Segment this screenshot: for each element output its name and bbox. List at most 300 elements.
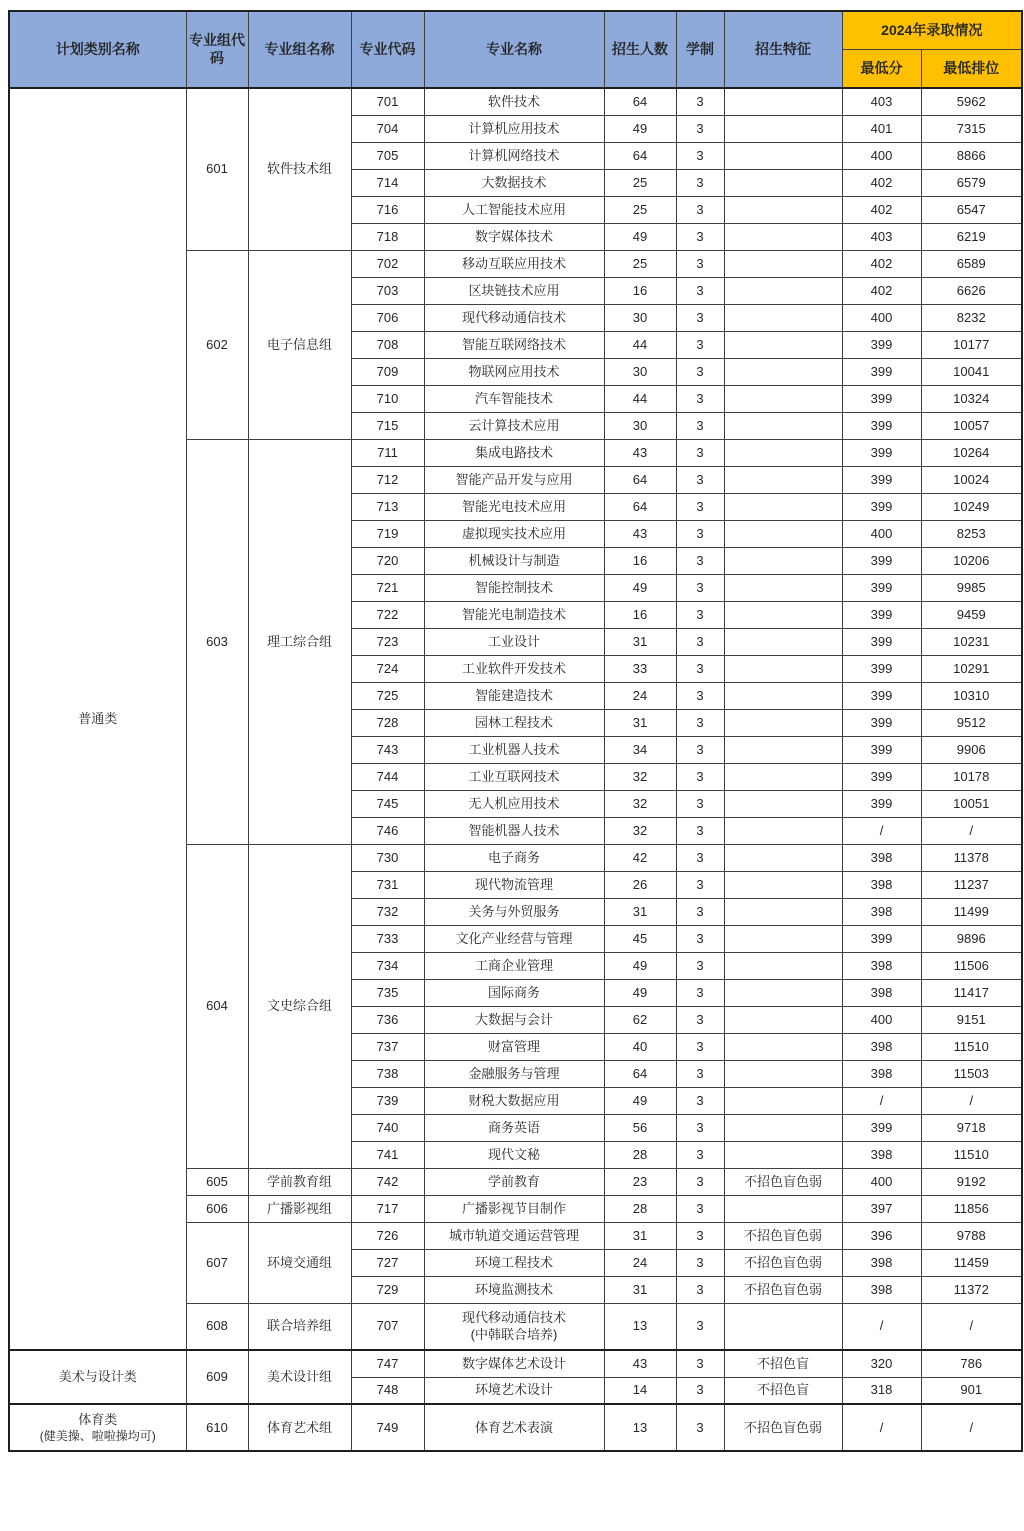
enroll-count-cell: 13 — [604, 1404, 676, 1451]
enroll-count-cell: 24 — [604, 682, 676, 709]
enroll-count-cell: 44 — [604, 385, 676, 412]
major-name-cell: 国际商务 — [424, 979, 604, 1006]
enroll-count-cell: 64 — [604, 88, 676, 115]
major-code-cell: 703 — [351, 277, 424, 304]
min-rank-cell: 9512 — [921, 709, 1022, 736]
feature-cell — [724, 844, 842, 871]
enroll-count-cell: 34 — [604, 736, 676, 763]
feature-cell — [724, 628, 842, 655]
major-name-cell: 智能建造技术 — [424, 682, 604, 709]
min-score-cell: 399 — [842, 925, 921, 952]
enroll-count-cell: 64 — [604, 493, 676, 520]
admission-table — [8, 10, 1023, 1452]
major-code-cell: 708 — [351, 331, 424, 358]
min-rank-cell: 11503 — [921, 1060, 1022, 1087]
duration-cell: 3 — [676, 1114, 724, 1141]
feature-cell — [724, 1195, 842, 1222]
min-score-cell: 399 — [842, 682, 921, 709]
feature-cell — [724, 439, 842, 466]
duration-cell: 3 — [676, 277, 724, 304]
feature-cell — [724, 979, 842, 1006]
duration-cell: 3 — [676, 439, 724, 466]
min-score-cell: 398 — [842, 844, 921, 871]
duration-cell: 3 — [676, 925, 724, 952]
group-name-cell: 电子信息组 — [248, 250, 351, 439]
feature-cell — [724, 250, 842, 277]
duration-cell: 3 — [676, 88, 724, 115]
major-name-cell: 金融服务与管理 — [424, 1060, 604, 1087]
enroll-count-cell: 44 — [604, 331, 676, 358]
min-score-cell: 403 — [842, 223, 921, 250]
feature-cell — [724, 520, 842, 547]
enroll-count-cell: 25 — [604, 250, 676, 277]
min-score-cell: 398 — [842, 898, 921, 925]
min-score-cell: 400 — [842, 1006, 921, 1033]
table-header — [9, 11, 1022, 88]
group-code-cell: 607 — [186, 1222, 248, 1303]
min-score-cell: / — [842, 1303, 921, 1350]
major-code-cell: 718 — [351, 223, 424, 250]
duration-cell: 3 — [676, 1033, 724, 1060]
group-code-cell: 601 — [186, 88, 248, 250]
group-name-cell: 环境交通组 — [248, 1222, 351, 1303]
major-name-cell: 文化产业经营与管理 — [424, 925, 604, 952]
header-row-top — [9, 11, 1022, 50]
duration-cell: 3 — [676, 682, 724, 709]
min-rank-cell: 11499 — [921, 898, 1022, 925]
enroll-count-cell: 40 — [604, 1033, 676, 1060]
enroll-count-cell: 45 — [604, 925, 676, 952]
major-code-cell: 720 — [351, 547, 424, 574]
duration-cell: 3 — [676, 304, 724, 331]
min-score-cell: 396 — [842, 1222, 921, 1249]
feature-cell: 不招色盲色弱 — [724, 1404, 842, 1451]
min-rank-cell: 9906 — [921, 736, 1022, 763]
major-name-cell: 商务英语 — [424, 1114, 604, 1141]
major-code-cell: 732 — [351, 898, 424, 925]
min-rank-cell: 11856 — [921, 1195, 1022, 1222]
min-score-cell: / — [842, 817, 921, 844]
major-name-cell: 工业设计 — [424, 628, 604, 655]
enroll-count-cell: 32 — [604, 817, 676, 844]
major-name-cell: 环境监测技术 — [424, 1276, 604, 1303]
feature-cell — [724, 817, 842, 844]
duration-cell: 3 — [676, 628, 724, 655]
min-rank-cell: 10231 — [921, 628, 1022, 655]
major-code-cell: 707 — [351, 1303, 424, 1350]
duration-cell: 3 — [676, 466, 724, 493]
major-name-cell: 工业软件开发技术 — [424, 655, 604, 682]
min-rank-cell: 8866 — [921, 142, 1022, 169]
min-rank-cell: 11378 — [921, 844, 1022, 871]
duration-cell: 3 — [676, 1222, 724, 1249]
min-rank-cell: 10057 — [921, 412, 1022, 439]
feature-cell: 不招色盲色弱 — [724, 1249, 842, 1276]
feature-cell — [724, 1006, 842, 1033]
enroll-count-cell: 56 — [604, 1114, 676, 1141]
major-name-cell: 软件技术 — [424, 88, 604, 115]
feature-cell — [724, 925, 842, 952]
duration-cell: 3 — [676, 790, 724, 817]
enroll-count-cell: 28 — [604, 1141, 676, 1168]
duration-cell: 3 — [676, 1350, 724, 1377]
duration-cell: 3 — [676, 1276, 724, 1303]
feature-cell — [724, 277, 842, 304]
major-code-cell: 743 — [351, 736, 424, 763]
enroll-count-cell: 43 — [604, 439, 676, 466]
enroll-count-cell: 25 — [604, 196, 676, 223]
feature-cell — [724, 871, 842, 898]
major-code-cell: 724 — [351, 655, 424, 682]
major-code-cell: 731 — [351, 871, 424, 898]
min-score-cell: 401 — [842, 115, 921, 142]
min-rank-cell: 9192 — [921, 1168, 1022, 1195]
major-code-cell: 737 — [351, 1033, 424, 1060]
enroll-count-cell: 31 — [604, 898, 676, 925]
major-code-cell: 729 — [351, 1276, 424, 1303]
group-code-cell: 609 — [186, 1350, 248, 1404]
major-code-cell: 704 — [351, 115, 424, 142]
major-code-cell: 733 — [351, 925, 424, 952]
plan-category-cell: 体育类 (健美操、啦啦操均可) — [9, 1404, 186, 1451]
major-name-cell: 计算机网络技术 — [424, 142, 604, 169]
min-score-cell: / — [842, 1087, 921, 1114]
major-code-cell: 730 — [351, 844, 424, 871]
min-score-cell: 398 — [842, 871, 921, 898]
min-score-cell: 402 — [842, 169, 921, 196]
enroll-count-cell: 30 — [604, 412, 676, 439]
major-name-cell: 工业机器人技术 — [424, 736, 604, 763]
enroll-count-cell: 64 — [604, 466, 676, 493]
major-code-cell: 736 — [351, 1006, 424, 1033]
feature-cell — [724, 952, 842, 979]
major-code-cell: 725 — [351, 682, 424, 709]
major-code-cell: 711 — [351, 439, 424, 466]
group-code-cell: 606 — [186, 1195, 248, 1222]
min-rank-cell: 10310 — [921, 682, 1022, 709]
table-row — [9, 1404, 1022, 1451]
group-code-cell: 604 — [186, 844, 248, 1168]
group-name-cell: 美术设计组 — [248, 1350, 351, 1404]
major-code-cell: 713 — [351, 493, 424, 520]
min-rank-cell: 10051 — [921, 790, 1022, 817]
col-header-duration: 学制 — [676, 11, 724, 88]
min-score-cell: 397 — [842, 1195, 921, 1222]
duration-cell: 3 — [676, 979, 724, 1006]
min-rank-cell: 11372 — [921, 1276, 1022, 1303]
major-name-cell: 智能光电制造技术 — [424, 601, 604, 628]
duration-cell: 3 — [676, 763, 724, 790]
major-code-cell: 701 — [351, 88, 424, 115]
duration-cell: 3 — [676, 412, 724, 439]
feature-cell — [724, 304, 842, 331]
min-score-cell: 399 — [842, 601, 921, 628]
enroll-count-cell: 32 — [604, 790, 676, 817]
major-code-cell: 710 — [351, 385, 424, 412]
feature-cell — [724, 466, 842, 493]
min-score-cell: 399 — [842, 358, 921, 385]
major-code-cell: 723 — [351, 628, 424, 655]
min-rank-cell: 11510 — [921, 1141, 1022, 1168]
major-name-cell: 虚拟现实技术应用 — [424, 520, 604, 547]
min-score-cell: 398 — [842, 952, 921, 979]
feature-cell — [724, 763, 842, 790]
min-score-cell: 400 — [842, 520, 921, 547]
duration-cell: 3 — [676, 115, 724, 142]
enroll-count-cell: 31 — [604, 709, 676, 736]
major-name-cell: 大数据与会计 — [424, 1006, 604, 1033]
major-code-cell: 739 — [351, 1087, 424, 1114]
col-header-group-name: 专业组名称 — [248, 11, 351, 88]
major-name-cell: 现代移动通信技术 (中韩联合培养) — [424, 1303, 604, 1350]
feature-cell — [724, 601, 842, 628]
major-name-cell: 体育艺术表演 — [424, 1404, 604, 1451]
enroll-count-cell: 14 — [604, 1377, 676, 1404]
feature-cell — [724, 898, 842, 925]
min-rank-cell: 9985 — [921, 574, 1022, 601]
min-score-cell: 399 — [842, 385, 921, 412]
min-score-cell: 402 — [842, 277, 921, 304]
duration-cell: 3 — [676, 844, 724, 871]
major-name-cell: 关务与外贸服务 — [424, 898, 604, 925]
major-code-cell: 726 — [351, 1222, 424, 1249]
min-score-cell: 399 — [842, 493, 921, 520]
feature-cell — [724, 574, 842, 601]
group-name-cell: 软件技术组 — [248, 88, 351, 250]
major-name-cell: 园林工程技术 — [424, 709, 604, 736]
col-header-min-score: 最低分 — [842, 50, 921, 89]
group-code-cell: 603 — [186, 439, 248, 844]
major-name-cell: 人工智能技术应用 — [424, 196, 604, 223]
min-score-cell: 398 — [842, 1276, 921, 1303]
major-name-cell: 财税大数据应用 — [424, 1087, 604, 1114]
min-score-cell: 399 — [842, 655, 921, 682]
min-score-cell: 398 — [842, 1060, 921, 1087]
major-code-cell: 709 — [351, 358, 424, 385]
min-rank-cell: 11237 — [921, 871, 1022, 898]
feature-cell — [724, 790, 842, 817]
duration-cell: 3 — [676, 331, 724, 358]
feature-cell — [724, 331, 842, 358]
min-rank-cell: / — [921, 1303, 1022, 1350]
major-code-cell: 748 — [351, 1377, 424, 1404]
duration-cell: 3 — [676, 1377, 724, 1404]
min-rank-cell: / — [921, 1087, 1022, 1114]
feature-cell — [724, 655, 842, 682]
feature-cell — [724, 1033, 842, 1060]
min-rank-cell: 11510 — [921, 1033, 1022, 1060]
min-rank-cell: 7315 — [921, 115, 1022, 142]
duration-cell: 3 — [676, 142, 724, 169]
major-name-cell: 现代文秘 — [424, 1141, 604, 1168]
min-score-cell: 399 — [842, 790, 921, 817]
enroll-count-cell: 23 — [604, 1168, 676, 1195]
major-code-cell: 746 — [351, 817, 424, 844]
min-score-cell: 403 — [842, 88, 921, 115]
min-score-cell: 399 — [842, 439, 921, 466]
duration-cell: 3 — [676, 601, 724, 628]
min-rank-cell: 10178 — [921, 763, 1022, 790]
major-name-cell: 电子商务 — [424, 844, 604, 871]
feature-cell — [724, 493, 842, 520]
major-name-cell: 学前教育 — [424, 1168, 604, 1195]
enroll-count-cell: 16 — [604, 547, 676, 574]
group-code-cell: 610 — [186, 1404, 248, 1451]
enroll-count-cell: 32 — [604, 763, 676, 790]
col-header-admission-2024: 2024年录取情况 — [842, 11, 1022, 50]
major-name-cell: 智能互联网络技术 — [424, 331, 604, 358]
enroll-count-cell: 43 — [604, 520, 676, 547]
duration-cell: 3 — [676, 358, 724, 385]
major-code-cell: 734 — [351, 952, 424, 979]
feature-cell — [724, 1087, 842, 1114]
col-header-feature: 招生特征 — [724, 11, 842, 88]
feature-cell — [724, 1303, 842, 1350]
duration-cell: 3 — [676, 574, 724, 601]
major-code-cell: 722 — [351, 601, 424, 628]
major-code-cell: 738 — [351, 1060, 424, 1087]
duration-cell: 3 — [676, 1087, 724, 1114]
feature-cell — [724, 196, 842, 223]
major-name-cell: 智能产品开发与应用 — [424, 466, 604, 493]
min-rank-cell: / — [921, 817, 1022, 844]
min-rank-cell: 10177 — [921, 331, 1022, 358]
feature-cell: 不招色盲 — [724, 1350, 842, 1377]
feature-cell — [724, 412, 842, 439]
major-code-cell: 740 — [351, 1114, 424, 1141]
duration-cell: 3 — [676, 736, 724, 763]
major-name-cell: 环境艺术设计 — [424, 1377, 604, 1404]
min-score-cell: 399 — [842, 709, 921, 736]
min-rank-cell: 786 — [921, 1350, 1022, 1377]
col-header-major-code: 专业代码 — [351, 11, 424, 88]
duration-cell: 3 — [676, 1195, 724, 1222]
duration-cell: 3 — [676, 871, 724, 898]
min-rank-cell: 10249 — [921, 493, 1022, 520]
enroll-count-cell: 49 — [604, 115, 676, 142]
enroll-count-cell: 16 — [604, 601, 676, 628]
min-rank-cell: 10041 — [921, 358, 1022, 385]
col-header-enroll-count: 招生人数 — [604, 11, 676, 88]
enroll-count-cell: 62 — [604, 1006, 676, 1033]
min-score-cell: 399 — [842, 736, 921, 763]
feature-cell — [724, 1141, 842, 1168]
duration-cell: 3 — [676, 1141, 724, 1168]
min-score-cell: 402 — [842, 196, 921, 223]
enroll-count-cell: 26 — [604, 871, 676, 898]
major-name-cell: 广播影视节目制作 — [424, 1195, 604, 1222]
enroll-count-cell: 43 — [604, 1350, 676, 1377]
group-name-cell: 学前教育组 — [248, 1168, 351, 1195]
enroll-count-cell: 49 — [604, 979, 676, 1006]
duration-cell: 3 — [676, 1060, 724, 1087]
major-name-cell: 数字媒体艺术设计 — [424, 1350, 604, 1377]
min-score-cell: 399 — [842, 1114, 921, 1141]
feature-cell — [724, 1060, 842, 1087]
duration-cell: 3 — [676, 493, 724, 520]
duration-cell: 3 — [676, 1404, 724, 1451]
enroll-count-cell: 31 — [604, 628, 676, 655]
min-rank-cell: 5962 — [921, 88, 1022, 115]
major-name-cell: 环境工程技术 — [424, 1249, 604, 1276]
min-rank-cell: 6626 — [921, 277, 1022, 304]
min-score-cell: 400 — [842, 142, 921, 169]
enroll-count-cell: 28 — [604, 1195, 676, 1222]
feature-cell: 不招色盲 — [724, 1377, 842, 1404]
min-rank-cell: 10206 — [921, 547, 1022, 574]
feature-cell — [724, 1114, 842, 1141]
col-header-plan-category: 计划类别名称 — [9, 11, 186, 88]
min-score-cell: 398 — [842, 979, 921, 1006]
enroll-count-cell: 25 — [604, 169, 676, 196]
feature-cell: 不招色盲色弱 — [724, 1222, 842, 1249]
major-name-cell: 智能控制技术 — [424, 574, 604, 601]
group-code-cell: 608 — [186, 1303, 248, 1350]
group-code-cell: 605 — [186, 1168, 248, 1195]
min-score-cell: / — [842, 1404, 921, 1451]
major-code-cell: 717 — [351, 1195, 424, 1222]
feature-cell — [724, 223, 842, 250]
plan-category-cell: 普通类 — [9, 88, 186, 1350]
min-rank-cell: 8232 — [921, 304, 1022, 331]
feature-cell — [724, 169, 842, 196]
enroll-count-cell: 24 — [604, 1249, 676, 1276]
major-name-cell: 大数据技术 — [424, 169, 604, 196]
major-code-cell: 744 — [351, 763, 424, 790]
group-name-cell: 体育艺术组 — [248, 1404, 351, 1451]
min-score-cell: 399 — [842, 763, 921, 790]
table-row — [9, 88, 1022, 115]
min-rank-cell: 10264 — [921, 439, 1022, 466]
duration-cell: 3 — [676, 1303, 724, 1350]
major-code-cell: 721 — [351, 574, 424, 601]
min-score-cell: 399 — [842, 466, 921, 493]
group-code-cell: 602 — [186, 250, 248, 439]
major-code-cell: 705 — [351, 142, 424, 169]
min-score-cell: 400 — [842, 1168, 921, 1195]
enroll-count-cell: 33 — [604, 655, 676, 682]
major-code-cell: 735 — [351, 979, 424, 1006]
feature-cell — [724, 88, 842, 115]
major-name-cell: 机械设计与制造 — [424, 547, 604, 574]
major-code-cell: 702 — [351, 250, 424, 277]
duration-cell: 3 — [676, 520, 724, 547]
min-score-cell: 398 — [842, 1033, 921, 1060]
major-code-cell: 742 — [351, 1168, 424, 1195]
min-rank-cell: / — [921, 1404, 1022, 1451]
major-name-cell: 无人机应用技术 — [424, 790, 604, 817]
major-name-cell: 汽车智能技术 — [424, 385, 604, 412]
major-name-cell: 财富管理 — [424, 1033, 604, 1060]
enroll-count-cell: 49 — [604, 1087, 676, 1114]
feature-cell — [724, 385, 842, 412]
table-body — [9, 88, 1022, 1451]
major-name-cell: 区块链技术应用 — [424, 277, 604, 304]
major-name-cell: 智能机器人技术 — [424, 817, 604, 844]
duration-cell: 3 — [676, 385, 724, 412]
enroll-count-cell: 30 — [604, 358, 676, 385]
major-name-cell: 现代物流管理 — [424, 871, 604, 898]
feature-cell — [724, 115, 842, 142]
min-rank-cell: 11417 — [921, 979, 1022, 1006]
table-row — [9, 1350, 1022, 1377]
min-rank-cell: 9151 — [921, 1006, 1022, 1033]
enroll-count-cell: 31 — [604, 1222, 676, 1249]
min-score-cell: 402 — [842, 250, 921, 277]
feature-cell — [724, 142, 842, 169]
min-rank-cell: 10024 — [921, 466, 1022, 493]
col-header-group-code: 专业组代码 — [186, 11, 248, 88]
